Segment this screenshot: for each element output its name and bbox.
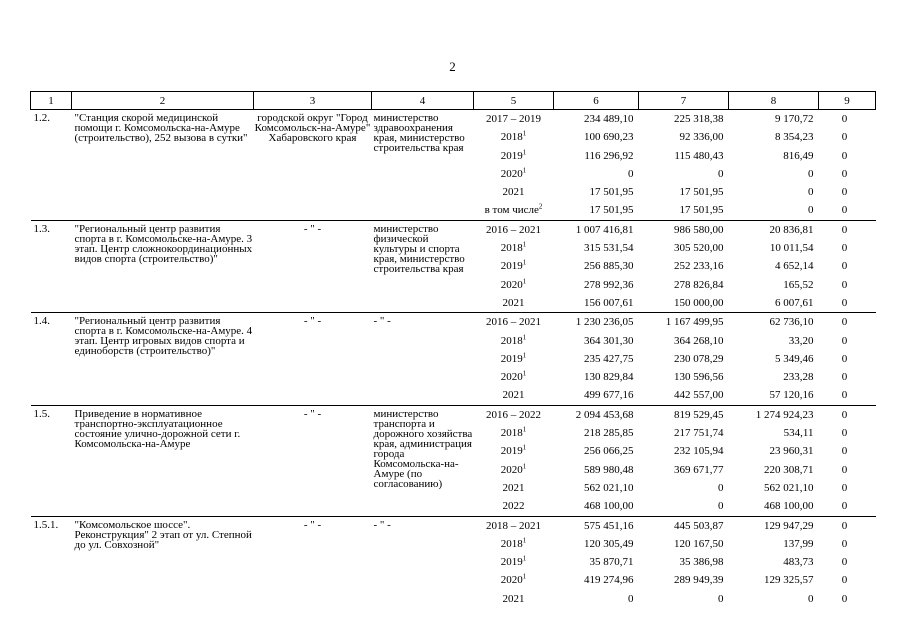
period-cell bbox=[474, 239, 554, 257]
value-cell-v8: 220 308,71 bbox=[764, 463, 814, 476]
period-label: 2020 bbox=[500, 371, 523, 384]
value-cell-v6: 589 980,48 bbox=[584, 463, 634, 476]
value-cell-v9: 0 bbox=[841, 149, 848, 162]
period-label: 2021 bbox=[502, 592, 525, 605]
value-cell-v8: 233,28 bbox=[783, 371, 814, 384]
value-cell-v6: 2 094 453,68 bbox=[554, 405, 639, 424]
value-cell-v7: 130 596,56 bbox=[674, 371, 724, 384]
period-label: 2019 bbox=[500, 445, 523, 458]
value-cell-v6: 100 690,23 bbox=[584, 131, 634, 144]
table-row bbox=[31, 110, 876, 129]
period-label: 2020 bbox=[500, 167, 523, 180]
value-cell-v6: 0 bbox=[628, 592, 634, 605]
header-row bbox=[31, 92, 876, 110]
value-cell-v8: 8 354,23 bbox=[775, 131, 814, 144]
value-cell-v7: 305 520,00 bbox=[674, 242, 724, 255]
period-cell bbox=[474, 553, 554, 571]
period-cell bbox=[474, 497, 554, 516]
footnote-mark: 1 bbox=[522, 461, 527, 470]
period-label: 2020 bbox=[500, 463, 523, 476]
value-cell-v8: 816,49 bbox=[783, 149, 814, 162]
period-label: в том числе bbox=[484, 204, 539, 217]
value-cell-v7: 252 233,16 bbox=[674, 260, 724, 273]
value-cell-v6: 364 301,30 bbox=[584, 334, 634, 347]
value-cell-v7: 1 167 499,95 bbox=[639, 313, 729, 332]
value-cell-v9: 0 bbox=[841, 204, 848, 217]
value-cell-v7: 150 000,00 bbox=[674, 296, 724, 309]
value-cell-v8: 10 011,54 bbox=[769, 242, 814, 255]
period-label: 2018 bbox=[500, 427, 523, 440]
item-number: 1.2. bbox=[31, 110, 72, 221]
value-cell-v9: 0 bbox=[841, 296, 848, 309]
footnote-mark: 2 bbox=[538, 202, 543, 211]
value-cell-v6: 1 230 236,05 bbox=[554, 313, 639, 332]
value-cell-v6: 235 427,75 bbox=[584, 352, 634, 365]
period-label: 2019 bbox=[500, 556, 523, 569]
period-label: 2018 bbox=[500, 334, 523, 347]
item-ministry: - " - bbox=[372, 516, 474, 608]
item-ministry: министерство транспорта и дорожного хозяйства края, администрация города Комсомольска-на-Амуре (по согласованию) bbox=[372, 405, 474, 516]
period-cell bbox=[474, 147, 554, 165]
value-cell-v7: 92 336,00 bbox=[679, 131, 724, 144]
item-name: Приведение в нормативное транспортно-эксплуатационное состояние улично-дорожной сети г. Комсомольска-на-Амуре bbox=[72, 405, 254, 516]
footnote-mark: 1 bbox=[522, 351, 527, 360]
item-ministry: министерство здравоохранения края, министерство строительства края bbox=[372, 110, 474, 221]
value-cell-v6: 562 021,10 bbox=[584, 481, 634, 494]
period-label: 2019 bbox=[500, 352, 523, 365]
item-executor: - " - bbox=[254, 313, 372, 405]
item-ministry: министерство физической культуры и спорта края, министерство строительства края bbox=[372, 220, 474, 312]
value-cell-v7: 232 105,94 bbox=[674, 445, 724, 458]
value-cell-v9: 0 bbox=[819, 405, 876, 424]
value-cell-v8: 57 120,16 bbox=[769, 389, 814, 402]
period-label: 2019 bbox=[500, 260, 523, 273]
period-label: 2017 – 2019 bbox=[486, 113, 541, 125]
value-cell-v8: 468 100,00 bbox=[764, 500, 814, 513]
item-name: "Станция скорой медицинской помощи г. Комсомольска-на-Амуре (строительство), 252 вызова в сутки" bbox=[72, 110, 254, 221]
value-cell-v8: 4 652,14 bbox=[775, 260, 814, 273]
value-cell-v7: 35 386,98 bbox=[679, 556, 724, 569]
value-cell-v7: 278 826,84 bbox=[674, 278, 724, 291]
footnote-mark: 1 bbox=[522, 369, 527, 378]
value-cell-v6: 256 885,30 bbox=[584, 260, 634, 273]
footnote-mark: 1 bbox=[522, 554, 527, 563]
value-cell-v8: 165,52 bbox=[783, 278, 814, 291]
footnote-mark: 1 bbox=[522, 258, 527, 267]
item-ministry: - " - bbox=[372, 313, 474, 405]
value-cell-v8: 129 947,29 bbox=[729, 516, 819, 535]
column-header: 8 bbox=[729, 92, 819, 110]
item-number: 1.4. bbox=[31, 313, 72, 405]
item-executor: - " - bbox=[254, 516, 372, 608]
item-number: 1.5. bbox=[31, 405, 72, 516]
period-label: 2022 bbox=[502, 500, 525, 513]
value-cell-v8: 0 bbox=[808, 186, 814, 199]
value-cell-v8: 9 170,72 bbox=[729, 110, 819, 129]
value-cell-v6: 575 451,16 bbox=[554, 516, 639, 535]
value-cell-v6: 0 bbox=[628, 167, 634, 180]
value-cell-v8: 534,11 bbox=[783, 427, 814, 440]
value-cell-v9: 0 bbox=[841, 427, 848, 440]
period-label: 2016 – 2021 bbox=[486, 223, 541, 236]
item-name: "Комсомольское шоссе". Реконструкция" 2 этап от ул. Степной до ул. Совхозной" bbox=[72, 516, 254, 608]
value-cell-v7: 364 268,10 bbox=[674, 334, 724, 347]
footnote-mark: 1 bbox=[522, 240, 527, 249]
value-cell-v8: 0 bbox=[808, 167, 814, 180]
period-cell bbox=[474, 571, 554, 589]
footnote-mark: 1 bbox=[522, 536, 527, 545]
value-cell-v8: 129 325,57 bbox=[764, 574, 814, 587]
period-cell bbox=[474, 350, 554, 368]
value-cell-v8: 562 021,10 bbox=[764, 481, 814, 494]
value-cell-v9: 0 bbox=[819, 220, 876, 239]
period-label: 2016 – 2021 bbox=[486, 316, 541, 329]
value-cell-v6: 35 870,71 bbox=[589, 556, 634, 569]
value-cell-v8: 0 bbox=[808, 204, 814, 217]
value-cell-v6: 419 274,96 bbox=[584, 574, 634, 587]
value-cell-v8: 20 836,81 bbox=[729, 220, 819, 239]
value-cell-v9: 0 bbox=[841, 131, 848, 144]
page-number: 2 bbox=[449, 59, 456, 74]
table-row bbox=[31, 516, 876, 535]
column-header: 9 bbox=[819, 92, 876, 110]
period-cell bbox=[474, 276, 554, 294]
period-label: 2018 – 2021 bbox=[486, 519, 541, 532]
period-label: 2018 bbox=[500, 131, 523, 144]
value-cell-v9: 0 bbox=[841, 242, 848, 255]
footnote-mark: 1 bbox=[522, 129, 527, 138]
value-cell-v6: 156 007,61 bbox=[584, 296, 634, 309]
period-cell bbox=[474, 201, 554, 220]
period-cell bbox=[474, 257, 554, 275]
value-cell-v6: 120 305,49 bbox=[584, 537, 634, 550]
table-row bbox=[31, 313, 876, 332]
value-cell-v8: 23 960,31 bbox=[769, 445, 814, 458]
period-cell bbox=[474, 165, 554, 183]
value-cell-v7: 0 bbox=[718, 167, 724, 180]
footnote-mark: 1 bbox=[522, 425, 527, 434]
value-cell-v6: 17 501,95 bbox=[589, 186, 634, 199]
value-cell-v7: 120 167,50 bbox=[674, 537, 724, 550]
column-header: 5 bbox=[474, 92, 554, 110]
value-cell-v9: 0 bbox=[841, 186, 848, 199]
period-label: 2018 bbox=[500, 242, 523, 255]
value-cell-v7: 442 557,00 bbox=[674, 389, 724, 402]
period-cell bbox=[474, 461, 554, 479]
value-cell-v7: 0 bbox=[718, 500, 724, 513]
item-executor: городской округ "Город Комсомольск-на-Амуре" Хабаровского края bbox=[254, 110, 372, 221]
value-cell-v7: 445 503,87 bbox=[639, 516, 729, 535]
period-cell bbox=[474, 313, 554, 332]
item-executor: - " - bbox=[254, 405, 372, 516]
period-cell bbox=[474, 535, 554, 553]
value-cell-v9: 0 bbox=[841, 278, 848, 291]
column-header: 3 bbox=[254, 92, 372, 110]
value-cell-v7: 289 949,39 bbox=[674, 574, 724, 587]
value-cell-v6: 130 829,84 bbox=[584, 371, 634, 384]
value-cell-v6: 315 531,54 bbox=[584, 242, 634, 255]
period-cell bbox=[474, 220, 554, 239]
value-cell-v9: 0 bbox=[841, 445, 848, 458]
period-cell bbox=[474, 386, 554, 405]
value-cell-v6: 234 489,10 bbox=[554, 110, 639, 129]
period-cell bbox=[474, 368, 554, 386]
value-cell-v6: 1 007 416,81 bbox=[554, 220, 639, 239]
value-cell-v9: 0 bbox=[841, 389, 848, 402]
value-cell-v7: 17 501,95 bbox=[679, 186, 724, 199]
footnote-mark: 1 bbox=[522, 332, 527, 341]
table-row bbox=[31, 220, 876, 239]
value-cell-v6: 17 501,95 bbox=[589, 204, 634, 217]
value-cell-v9: 0 bbox=[841, 260, 848, 273]
column-header: 7 bbox=[639, 92, 729, 110]
period-cell bbox=[474, 405, 554, 424]
footnote-mark: 1 bbox=[522, 572, 527, 581]
value-cell-v6: 116 296,92 bbox=[584, 149, 634, 162]
value-cell-v9: 0 bbox=[841, 574, 848, 587]
period-label: 2021 bbox=[502, 296, 525, 309]
value-cell-v6: 468 100,00 bbox=[584, 500, 634, 513]
period-cell bbox=[474, 442, 554, 460]
value-cell-v7: 225 318,38 bbox=[639, 110, 729, 129]
period-cell bbox=[474, 294, 554, 313]
footnote-mark: 1 bbox=[522, 443, 527, 452]
table-row bbox=[31, 405, 876, 424]
value-cell-v9: 0 bbox=[841, 500, 848, 513]
value-cell-v9: 0 bbox=[819, 516, 876, 535]
footnote-mark: 1 bbox=[522, 166, 527, 175]
period-label: 2020 bbox=[500, 278, 523, 291]
value-cell-v9: 0 bbox=[841, 556, 848, 569]
value-cell-v9: 0 bbox=[841, 463, 848, 476]
value-cell-v8: 483,73 bbox=[783, 556, 814, 569]
item-executor: - " - bbox=[254, 220, 372, 312]
value-cell-v9: 0 bbox=[841, 481, 848, 494]
period-cell bbox=[474, 424, 554, 442]
period-cell bbox=[474, 516, 554, 535]
value-cell-v7: 0 bbox=[718, 592, 724, 605]
footnote-mark: 1 bbox=[522, 147, 527, 156]
value-cell-v8: 5 349,46 bbox=[775, 352, 814, 365]
period-label: 2018 bbox=[500, 537, 523, 550]
period-label: 2016 – 2022 bbox=[486, 408, 541, 421]
period-cell bbox=[474, 590, 554, 608]
footnote-mark: 1 bbox=[522, 277, 527, 286]
value-cell-v7: 0 bbox=[718, 481, 724, 494]
value-cell-v7: 17 501,95 bbox=[679, 204, 724, 217]
value-cell-v9: 0 bbox=[841, 334, 848, 347]
column-header: 1 bbox=[31, 92, 72, 110]
value-cell-v7: 986 580,00 bbox=[639, 220, 729, 239]
period-label: 2021 bbox=[502, 186, 525, 199]
value-cell-v9: 0 bbox=[819, 313, 876, 332]
value-cell-v6: 278 992,36 bbox=[584, 278, 634, 291]
item-number: 1.5.1. bbox=[31, 516, 72, 608]
period-cell bbox=[474, 110, 554, 129]
value-cell-v7: 115 480,43 bbox=[674, 149, 724, 162]
value-cell-v9: 0 bbox=[841, 537, 848, 550]
item-number: 1.3. bbox=[31, 220, 72, 312]
item-name: "Региональный центр развития спорта в г. Комсомольске-на-Амуре. 3 этап. Центр сложнокоординационных видов спорта (строительство)" bbox=[72, 220, 254, 312]
value-cell-v9: 0 bbox=[841, 371, 848, 384]
value-cell-v7: 819 529,45 bbox=[639, 405, 729, 424]
period-label: 2021 bbox=[502, 481, 525, 494]
value-cell-v8: 137,99 bbox=[783, 537, 814, 550]
period-label: 2021 bbox=[502, 389, 525, 402]
value-cell-v6: 218 285,85 bbox=[584, 427, 634, 440]
value-cell-v9: 0 bbox=[841, 592, 848, 605]
value-cell-v7: 217 751,74 bbox=[674, 427, 724, 440]
value-cell-v8: 1 274 924,23 bbox=[729, 405, 819, 424]
period-label: 2020 bbox=[500, 574, 523, 587]
period-cell bbox=[474, 183, 554, 201]
value-cell-v9: 0 bbox=[841, 352, 848, 365]
period-cell bbox=[474, 128, 554, 146]
value-cell-v8: 0 bbox=[808, 592, 814, 605]
value-cell-v8: 33,20 bbox=[788, 334, 814, 347]
period-cell bbox=[474, 332, 554, 350]
value-cell-v9: 0 bbox=[819, 110, 876, 129]
period-cell bbox=[474, 479, 554, 497]
value-cell-v8: 62 736,10 bbox=[729, 313, 819, 332]
value-cell-v6: 256 066,25 bbox=[584, 445, 634, 458]
value-cell-v9: 0 bbox=[841, 167, 848, 180]
value-cell-v8: 6 007,61 bbox=[775, 296, 814, 309]
value-cell-v7: 369 671,77 bbox=[674, 463, 724, 476]
column-header: 4 bbox=[372, 92, 474, 110]
value-cell-v7: 230 078,29 bbox=[674, 352, 724, 365]
column-header: 2 bbox=[72, 92, 254, 110]
item-name: "Региональный центр развития спорта в г. Комсомольске-на-Амуре. 4 этап. Центр игровых видов спорта и единоборств (строительство)" bbox=[72, 313, 254, 405]
period-label: 2019 bbox=[500, 149, 523, 162]
column-header: 6 bbox=[554, 92, 639, 110]
program-table bbox=[30, 91, 876, 608]
value-cell-v6: 499 677,16 bbox=[584, 389, 634, 402]
